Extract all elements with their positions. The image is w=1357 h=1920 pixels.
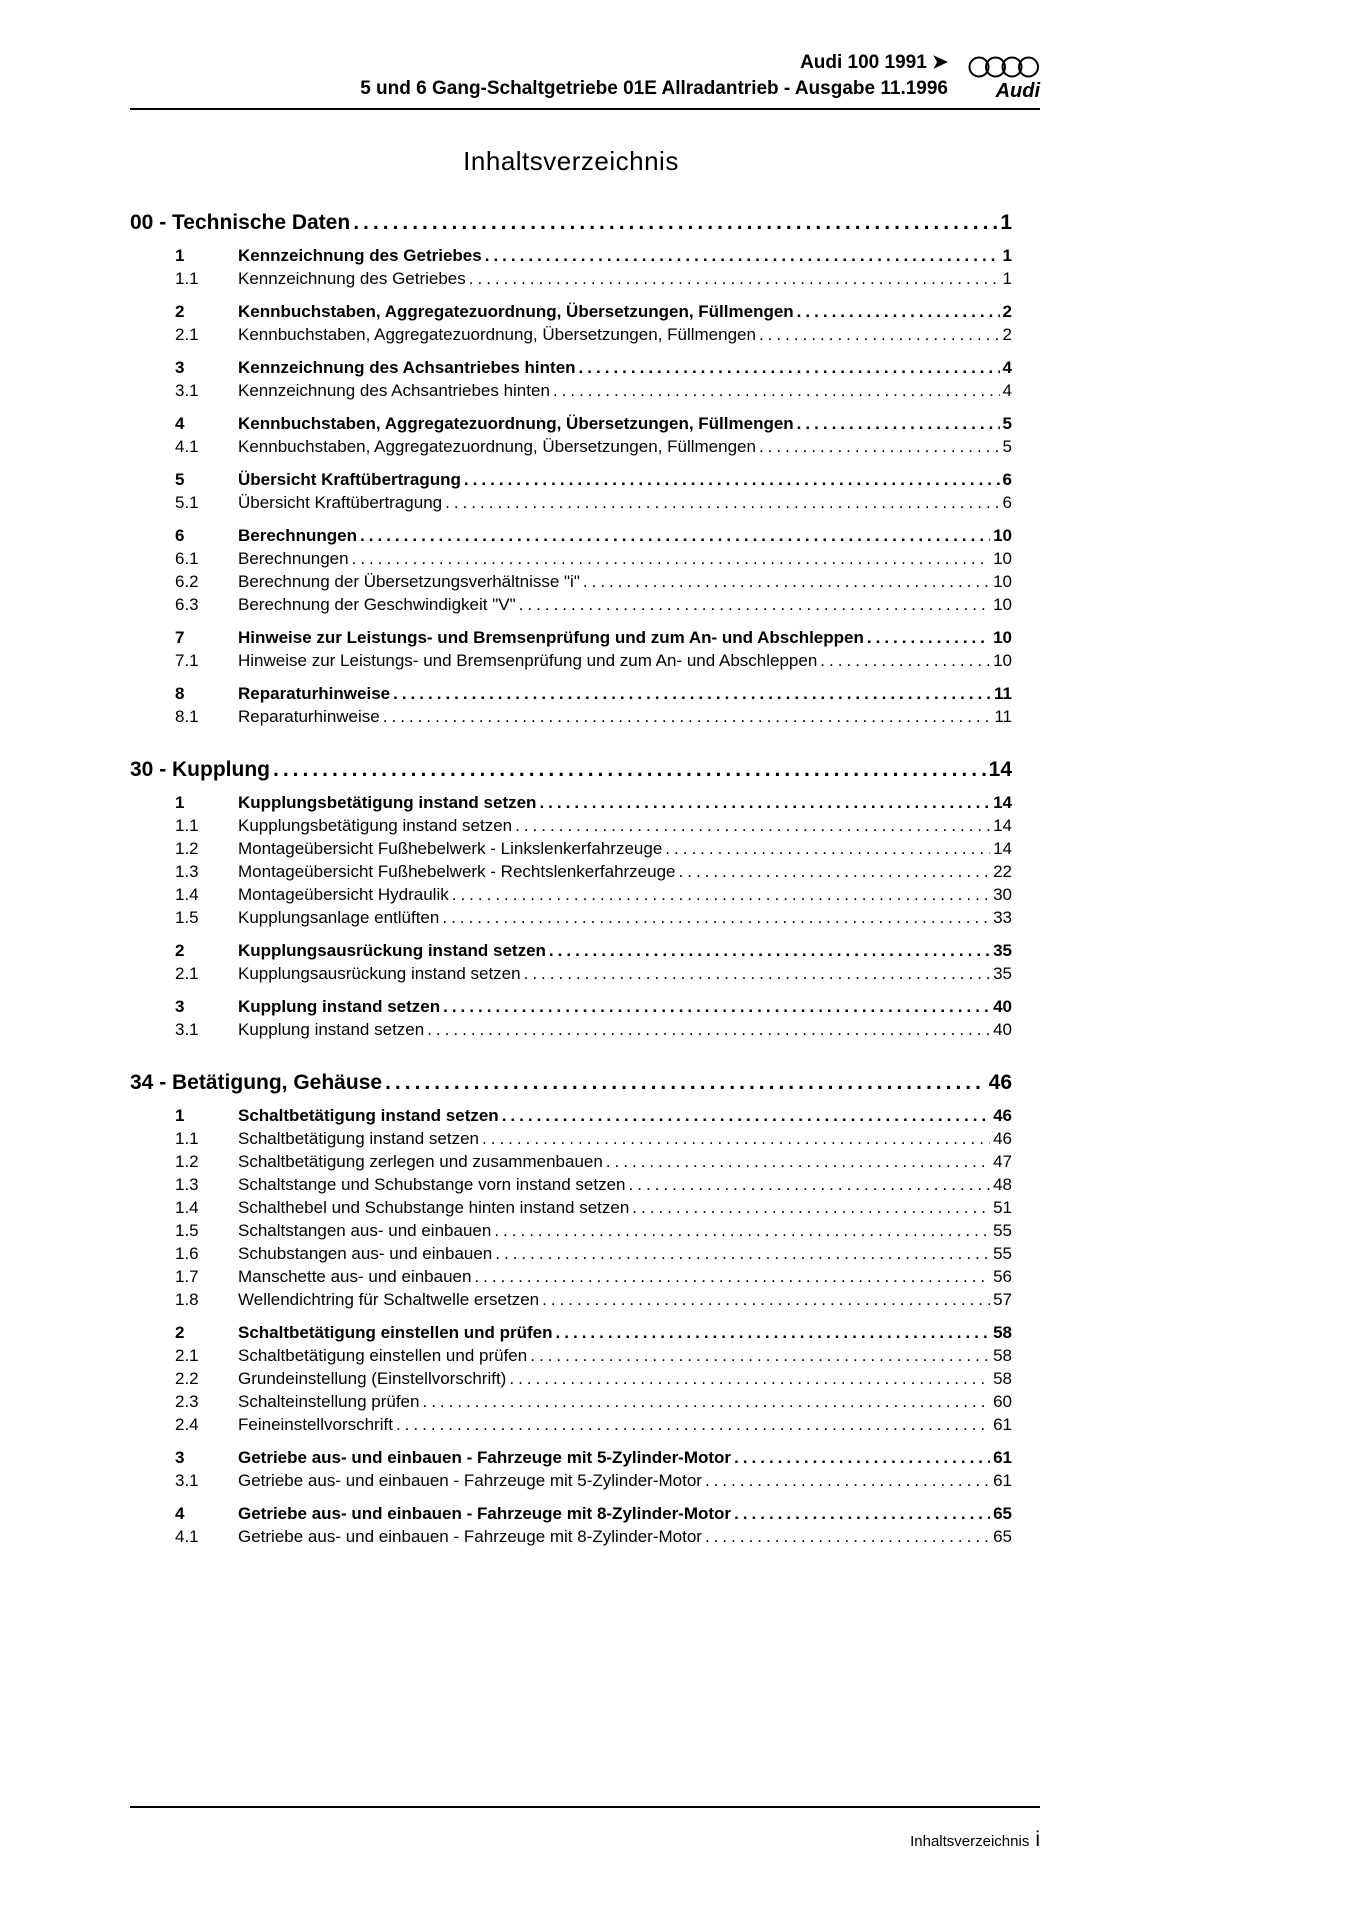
entry-number: 3.1 bbox=[175, 381, 199, 400]
entry-title: Reparaturhinweise bbox=[238, 707, 380, 726]
dot-leader bbox=[452, 883, 990, 906]
page-number: 10 bbox=[993, 628, 1012, 647]
page-number: 58 bbox=[993, 1323, 1012, 1342]
page-header bbox=[130, 50, 1040, 102]
toc-entry bbox=[130, 906, 1012, 929]
page-number: 11 bbox=[994, 707, 1012, 726]
toc-entry bbox=[130, 570, 1012, 593]
entry-number: 1.1 bbox=[175, 1129, 199, 1148]
toc-entry bbox=[130, 1018, 1012, 1041]
dot-leader bbox=[494, 1219, 990, 1242]
toc-section-header bbox=[130, 1071, 1012, 1094]
page-number: 60 bbox=[993, 1392, 1012, 1411]
document-title: 5 und 6 Gang-Schaltgetriebe 01E Allradantrieb - Ausgabe 11.1996 bbox=[360, 78, 948, 99]
page-number: 57 bbox=[993, 1290, 1012, 1309]
toc-entry bbox=[130, 1344, 1012, 1367]
page-number: 55 bbox=[993, 1244, 1012, 1263]
entry-number: 1.5 bbox=[175, 908, 199, 927]
toc-entry bbox=[130, 1502, 1012, 1525]
entry-title: Getriebe aus- und einbauen - Fahrzeuge mit 5-Zylinder-Motor bbox=[238, 1471, 702, 1490]
page-number: 10 bbox=[993, 651, 1012, 670]
toc-entry bbox=[130, 1390, 1012, 1413]
toc-entry bbox=[130, 682, 1012, 705]
toc-entry bbox=[130, 1288, 1012, 1311]
dot-leader bbox=[515, 814, 990, 837]
toc-entry bbox=[130, 593, 1012, 616]
section-title: 34 - Betätigung, Gehäuse bbox=[130, 1071, 383, 1094]
toc-entry bbox=[130, 995, 1012, 1018]
page-number: 58 bbox=[993, 1369, 1012, 1388]
dot-leader bbox=[469, 267, 1000, 290]
toc-entry bbox=[130, 1242, 1012, 1265]
dot-leader bbox=[485, 244, 1000, 267]
entry-title: Berechnungen bbox=[238, 526, 358, 545]
entry-number: 1.3 bbox=[175, 862, 199, 881]
dot-leader bbox=[524, 962, 990, 985]
entry-number: 1.6 bbox=[175, 1244, 199, 1263]
brand-block bbox=[964, 55, 1040, 102]
entry-title: Kennzeichnung des Achsantriebes hinten bbox=[238, 381, 550, 400]
entry-title: Kupplungsausrückung instand setzen bbox=[238, 964, 521, 983]
dot-leader bbox=[509, 1367, 990, 1390]
toc-entry bbox=[130, 491, 1012, 514]
entry-title: Schaltbetätigung instand setzen bbox=[238, 1106, 499, 1125]
dot-leader bbox=[502, 1104, 990, 1127]
dot-leader bbox=[867, 626, 990, 649]
dot-leader bbox=[442, 906, 990, 929]
toc-entry bbox=[130, 1367, 1012, 1390]
entry-number: 4 bbox=[175, 1504, 185, 1523]
entry-number: 3 bbox=[175, 1448, 185, 1467]
dot-leader bbox=[482, 1127, 990, 1150]
toc-entry bbox=[130, 626, 1012, 649]
entry-number: 1.2 bbox=[175, 1152, 199, 1171]
entry-number: 6.3 bbox=[175, 595, 199, 614]
toc-entry bbox=[130, 1446, 1012, 1469]
entry-title: Hinweise zur Leistungs- und Bremsenprüfung und zum An- und Abschleppen bbox=[238, 628, 864, 647]
dot-leader bbox=[632, 1196, 990, 1219]
dot-leader bbox=[734, 1502, 990, 1525]
entry-title: Schubstangen aus- und einbauen bbox=[238, 1244, 493, 1263]
dot-leader bbox=[495, 1242, 990, 1265]
dot-leader bbox=[553, 379, 1000, 402]
page-number: 40 bbox=[993, 1020, 1012, 1039]
page-number: 58 bbox=[993, 1346, 1012, 1365]
page-content bbox=[130, 138, 1012, 1548]
page-number: 61 bbox=[993, 1448, 1012, 1467]
dot-leader bbox=[474, 1265, 990, 1288]
entry-number: 2 bbox=[175, 1323, 185, 1342]
entry-number: 1.4 bbox=[175, 885, 199, 904]
entry-title: Kupplung instand setzen bbox=[238, 1020, 425, 1039]
entry-number: 2.1 bbox=[175, 325, 199, 344]
toc-entry bbox=[130, 356, 1012, 379]
entry-number: 5 bbox=[175, 470, 185, 489]
dot-leader bbox=[665, 837, 990, 860]
page-number: 10 bbox=[993, 526, 1012, 545]
entry-title: Kennzeichnung des Achsantriebes hinten bbox=[238, 358, 576, 377]
entry-title: Getriebe aus- und einbauen - Fahrzeuge mit 8-Zylinder-Motor bbox=[238, 1527, 702, 1546]
entry-number: 1.1 bbox=[175, 816, 199, 835]
page-number: 55 bbox=[993, 1221, 1012, 1240]
toc-section bbox=[130, 211, 1012, 728]
entry-title: Grundeinstellung (Einstellvorschrift) bbox=[238, 1369, 507, 1388]
dot-leader bbox=[427, 1018, 990, 1041]
page-number: 14 bbox=[993, 839, 1012, 858]
dot-leader bbox=[464, 468, 1000, 491]
section-title: 00 - Technische Daten bbox=[130, 211, 351, 234]
page-number: 35 bbox=[993, 941, 1012, 960]
page-number: 65 bbox=[993, 1527, 1012, 1546]
entry-number: 2 bbox=[175, 302, 185, 321]
entry-number: 8 bbox=[175, 684, 185, 703]
entry-title: Schaltstange und Schubstange vorn instand setzen bbox=[238, 1175, 626, 1194]
entry-title: Schaltstangen aus- und einbauen bbox=[238, 1221, 492, 1240]
entry-number: 2.2 bbox=[175, 1369, 199, 1388]
toc-entry bbox=[130, 547, 1012, 570]
toc-entry bbox=[130, 412, 1012, 435]
toc-entry bbox=[130, 1104, 1012, 1127]
entry-number: 1 bbox=[175, 246, 185, 265]
page-number: 5 bbox=[1002, 437, 1012, 456]
dot-leader bbox=[396, 1413, 990, 1436]
toc-entry bbox=[130, 837, 1012, 860]
page-number: 56 bbox=[993, 1267, 1012, 1286]
page-number: 33 bbox=[993, 908, 1012, 927]
page-number: 14 bbox=[993, 793, 1012, 812]
toc-entry bbox=[130, 1413, 1012, 1436]
entry-number: 1.3 bbox=[175, 1175, 199, 1194]
entry-title: Berechnung der Geschwindigkeit "V" bbox=[238, 595, 516, 614]
dot-leader bbox=[519, 593, 990, 616]
page-number: 2 bbox=[1002, 325, 1012, 344]
toc-entry bbox=[130, 649, 1012, 672]
toc-entry bbox=[130, 524, 1012, 547]
toc-entry bbox=[130, 323, 1012, 346]
page-number: 10 bbox=[993, 549, 1012, 568]
entry-number: 7 bbox=[175, 628, 185, 647]
page-number: 6 bbox=[1002, 470, 1012, 489]
dot-leader bbox=[583, 570, 990, 593]
entry-title: Schalthebel und Schubstange hinten instand setzen bbox=[238, 1198, 630, 1217]
toc-entry bbox=[130, 860, 1012, 883]
dot-leader bbox=[705, 1525, 990, 1548]
entry-number: 6.2 bbox=[175, 572, 199, 591]
toc-entry bbox=[130, 814, 1012, 837]
dot-leader bbox=[734, 1446, 990, 1469]
entry-title: Feineinstellvorschrift bbox=[238, 1415, 393, 1434]
dot-leader bbox=[385, 1071, 986, 1094]
page-number: 46 bbox=[993, 1129, 1012, 1148]
page-number: 14 bbox=[993, 816, 1012, 835]
entry-title: Schaltbetätigung einstellen und prüfen bbox=[238, 1346, 528, 1365]
entry-number: 4.1 bbox=[175, 1527, 199, 1546]
dot-leader bbox=[679, 860, 991, 883]
dot-leader bbox=[579, 356, 1000, 379]
page-number: 46 bbox=[993, 1106, 1012, 1125]
entry-title: Kennbuchstaben, Aggregatezuordnung, Übersetzungen, Füllmengen bbox=[238, 302, 794, 321]
entry-title: Übersicht Kraftübertragung bbox=[238, 470, 461, 489]
page-number: 4 bbox=[1002, 358, 1012, 377]
dot-leader bbox=[393, 682, 991, 705]
page-number: 47 bbox=[993, 1152, 1012, 1171]
toc-entry bbox=[130, 791, 1012, 814]
entry-number: 1.2 bbox=[175, 839, 199, 858]
header-divider bbox=[130, 108, 1040, 110]
page-number: 1 bbox=[1000, 211, 1012, 234]
entry-number: 5.1 bbox=[175, 493, 199, 512]
entry-number: 1.8 bbox=[175, 1290, 199, 1309]
page-number: 51 bbox=[993, 1198, 1012, 1217]
entry-title: Kennbuchstaben, Aggregatezuordnung, Übersetzungen, Füllmengen bbox=[238, 325, 756, 344]
entry-title: Kennzeichnung des Getriebes bbox=[238, 269, 466, 288]
toc-section-header bbox=[130, 758, 1012, 781]
entry-number: 1.4 bbox=[175, 1198, 199, 1217]
dot-leader bbox=[352, 547, 990, 570]
entry-number: 3 bbox=[175, 358, 185, 377]
toc-entry bbox=[130, 379, 1012, 402]
entry-title: Montageübersicht Fußhebelwerk - Linkslenkerfahrzeuge bbox=[238, 839, 663, 858]
entry-number: 6.1 bbox=[175, 549, 199, 568]
entry-title: Reparaturhinweise bbox=[238, 684, 391, 703]
entry-number: 3.1 bbox=[175, 1471, 199, 1490]
entry-number: 1 bbox=[175, 793, 185, 812]
page-number: 35 bbox=[993, 964, 1012, 983]
entry-number: 4 bbox=[175, 414, 185, 433]
dot-leader bbox=[443, 995, 990, 1018]
dot-leader bbox=[759, 323, 1000, 346]
toc-section-header bbox=[130, 211, 1012, 234]
model-title: Audi 100 1991 ➤ bbox=[800, 52, 948, 73]
dot-leader bbox=[820, 649, 990, 672]
toc-entry bbox=[130, 1219, 1012, 1242]
entry-title: Kennzeichnung des Getriebes bbox=[238, 246, 482, 265]
dot-leader bbox=[629, 1173, 991, 1196]
dot-leader bbox=[530, 1344, 990, 1367]
page-number: 30 bbox=[993, 885, 1012, 904]
dot-leader bbox=[556, 1321, 991, 1344]
dot-leader bbox=[542, 1288, 990, 1311]
toc-entry bbox=[130, 267, 1012, 290]
page-number: 61 bbox=[993, 1471, 1012, 1490]
page-number: 4 bbox=[1002, 381, 1012, 400]
footer-page-number: i bbox=[1035, 1828, 1040, 1851]
toc-entry bbox=[130, 1265, 1012, 1288]
toc-entry bbox=[130, 883, 1012, 906]
entry-title: Schaltbetätigung zerlegen und zusammenbauen bbox=[238, 1152, 603, 1171]
toc-entry bbox=[130, 1196, 1012, 1219]
toc-section bbox=[130, 758, 1012, 1041]
toc-entry bbox=[130, 939, 1012, 962]
page-number: 6 bbox=[1002, 493, 1012, 512]
entry-number: 1 bbox=[175, 1106, 185, 1125]
dot-leader bbox=[797, 300, 1000, 323]
page-number: 10 bbox=[993, 572, 1012, 591]
entry-title: Getriebe aus- und einbauen - Fahrzeuge mit 5-Zylinder-Motor bbox=[238, 1448, 732, 1467]
entry-title: Übersicht Kraftübertragung bbox=[238, 493, 443, 512]
dot-leader bbox=[273, 758, 986, 781]
entry-title: Kennbuchstaben, Aggregatezuordnung, Übersetzungen, Füllmengen bbox=[238, 414, 794, 433]
section-title: 30 - Kupplung bbox=[130, 758, 270, 781]
entry-title: Getriebe aus- und einbauen - Fahrzeuge mit 8-Zylinder-Motor bbox=[238, 1504, 732, 1523]
entry-title: Kupplungsanlage entlüften bbox=[238, 908, 440, 927]
toc-entry bbox=[130, 962, 1012, 985]
entry-title: Kupplungsbetätigung instand setzen bbox=[238, 793, 537, 812]
toc-entry bbox=[130, 705, 1012, 728]
entry-number: 8.1 bbox=[175, 707, 199, 726]
toc-section bbox=[130, 1071, 1012, 1548]
page-number: 1 bbox=[1002, 269, 1012, 288]
toc-entry bbox=[130, 468, 1012, 491]
toc-entry bbox=[130, 244, 1012, 267]
entry-number: 2.1 bbox=[175, 964, 199, 983]
dot-leader bbox=[797, 412, 1000, 435]
page-footer bbox=[130, 1828, 1040, 1852]
dot-leader bbox=[383, 705, 992, 728]
page-number: 5 bbox=[1002, 414, 1012, 433]
entry-title: Manschette aus- und einbauen bbox=[238, 1267, 472, 1286]
footer-divider bbox=[130, 1806, 1040, 1808]
entry-title: Schaltbetätigung einstellen und prüfen bbox=[238, 1323, 553, 1342]
audi-rings-icon bbox=[968, 55, 1040, 79]
dot-leader bbox=[353, 211, 997, 234]
entry-title: Wellendichtring für Schaltwelle ersetzen bbox=[238, 1290, 540, 1309]
entry-number: 4.1 bbox=[175, 437, 199, 456]
entry-number: 2.1 bbox=[175, 1346, 199, 1365]
toc-entry bbox=[130, 1321, 1012, 1344]
dot-leader bbox=[549, 939, 990, 962]
entry-title: Montageübersicht Hydraulik bbox=[238, 885, 449, 904]
entry-title: Berechnung der Übersetzungsverhältnisse "i" bbox=[238, 572, 580, 591]
dot-leader bbox=[759, 435, 1000, 458]
toc-entry bbox=[130, 435, 1012, 458]
page-title: Inhaltsverzeichnis bbox=[463, 146, 679, 176]
page-number: 65 bbox=[993, 1504, 1012, 1523]
entry-number: 1.7 bbox=[175, 1267, 199, 1286]
page-number: 14 bbox=[988, 758, 1012, 781]
toc-entry bbox=[130, 1525, 1012, 1548]
entry-title: Kupplungsbetätigung instand setzen bbox=[238, 816, 513, 835]
page-number: 11 bbox=[994, 684, 1012, 703]
page-number: 46 bbox=[988, 1071, 1012, 1094]
entry-number: 1.5 bbox=[175, 1221, 199, 1240]
entry-number: 7.1 bbox=[175, 651, 199, 670]
dot-leader bbox=[606, 1150, 990, 1173]
dot-leader bbox=[360, 524, 990, 547]
dot-leader bbox=[445, 491, 999, 514]
dot-leader bbox=[422, 1390, 990, 1413]
toc-entry bbox=[130, 1173, 1012, 1196]
header-text bbox=[130, 50, 948, 102]
entry-title: Schaltbetätigung instand setzen bbox=[238, 1129, 480, 1148]
table-of-contents bbox=[130, 211, 1012, 1548]
entry-title: Kupplungsausrückung instand setzen bbox=[238, 941, 546, 960]
entry-number: 2.3 bbox=[175, 1392, 199, 1411]
entry-number: 3.1 bbox=[175, 1020, 199, 1039]
page-number: 10 bbox=[993, 595, 1012, 614]
entry-title: Kupplung instand setzen bbox=[238, 997, 441, 1016]
page-number: 48 bbox=[993, 1175, 1012, 1194]
entry-title: Kennbuchstaben, Aggregatezuordnung, Übersetzungen, Füllmengen bbox=[238, 437, 756, 456]
page-number: 1 bbox=[1002, 246, 1012, 265]
entry-number: 6 bbox=[175, 526, 185, 545]
toc-entry bbox=[130, 1469, 1012, 1492]
toc-entry bbox=[130, 1127, 1012, 1150]
page-number: 22 bbox=[993, 862, 1012, 881]
entry-title: Berechnungen bbox=[238, 549, 349, 568]
dot-leader bbox=[705, 1469, 990, 1492]
page-number: 61 bbox=[993, 1415, 1012, 1434]
entry-title: Schalteinstellung prüfen bbox=[238, 1392, 420, 1411]
entry-number: 2 bbox=[175, 941, 185, 960]
footer-label: Inhaltsverzeichnis bbox=[910, 1833, 1030, 1850]
entry-title: Hinweise zur Leistungs- und Bremsenprüfung und zum An- und Abschleppen bbox=[238, 651, 818, 670]
page-number: 40 bbox=[993, 997, 1012, 1016]
audi-wordmark: Audi bbox=[995, 80, 1040, 102]
page-number: 2 bbox=[1002, 302, 1012, 321]
toc-entry bbox=[130, 1150, 1012, 1173]
entry-number: 1.1 bbox=[175, 269, 199, 288]
entry-title: Montageübersicht Fußhebelwerk - Rechtslenkerfahrzeuge bbox=[238, 862, 676, 881]
dot-leader bbox=[539, 791, 990, 814]
entry-number: 3 bbox=[175, 997, 185, 1016]
toc-entry bbox=[130, 300, 1012, 323]
entry-number: 2.4 bbox=[175, 1415, 199, 1434]
